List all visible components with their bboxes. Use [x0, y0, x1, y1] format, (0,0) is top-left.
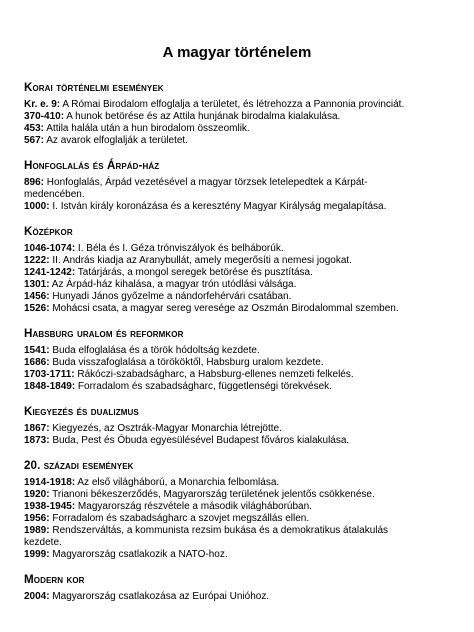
section: [24, 327, 428, 393]
timeline-entry: [24, 255, 428, 267]
timeline-entry: [24, 303, 428, 315]
entry-year: 1956:: [24, 513, 50, 524]
timeline-entry: [24, 279, 428, 291]
timeline-entry: [24, 525, 428, 549]
entry-text: Az Árpád-ház kihalása, a magyar trón utódlási válsága.: [49, 279, 297, 290]
entry-text: Buda visszafoglalása a törököktől, Habsburg uralom kezdete.: [49, 357, 324, 368]
entry-year: 1867:: [24, 423, 50, 434]
timeline-entry: [24, 291, 428, 303]
timeline-entry: [24, 99, 428, 111]
entry-year: Kr. e. 9:: [24, 99, 61, 110]
section-heading: Honfoglalás és Árpád-ház: [24, 159, 160, 172]
entry-text: Hunyadi János győzelme a nándorfehérvári csatában.: [49, 291, 292, 302]
section: [24, 405, 428, 447]
section-heading: 20. századi események: [24, 459, 134, 472]
timeline-entry: [24, 123, 428, 135]
page-title: A magyar történelem: [162, 44, 312, 61]
timeline-entry: [24, 477, 428, 489]
section: [24, 573, 428, 603]
entry-text: Trianoni békeszerződés, Magyarország területének jelentős csökkenése.: [49, 489, 375, 500]
entry-year: 1914-1918:: [24, 477, 76, 488]
entry-year: 1938-1945:: [24, 501, 76, 512]
entry-year: 1686:: [24, 357, 50, 368]
timeline-entry: [24, 591, 428, 603]
entry-year: 453:: [24, 123, 45, 134]
entry-year: 1456:: [24, 291, 50, 302]
timeline-entry: [24, 513, 428, 525]
timeline-entry: [24, 435, 428, 447]
entry-year: 567:: [24, 135, 45, 146]
timeline-entry: [24, 369, 428, 381]
entry-text: Magyarország csatlakozása az Európai Unióhoz.: [49, 591, 270, 602]
entry-text: Buda, Pest és Óbuda egyesülésével Budapest főváros kialakulása.: [49, 435, 350, 446]
entry-text: Az első világháború, a Monarchia felbomlása.: [75, 477, 280, 488]
entry-year: 1301:: [24, 279, 50, 290]
entry-text: Forradalom és szabadságharc, függetlenségi törekvések.: [75, 381, 332, 392]
entry-year: 1873:: [24, 435, 50, 446]
timeline-entry: [24, 111, 428, 123]
entry-year: 1920:: [24, 489, 50, 500]
entry-year: 2004:: [24, 591, 50, 602]
entry-text: Rákóczi-szabadságharc, a Habsburg-ellenes nemzeti felkelés.: [74, 369, 354, 380]
section-heading: Modern kor: [24, 573, 85, 586]
entry-year: 1703-1711:: [24, 369, 75, 380]
entry-text: Mohácsi csata, a magyar sereg veresége az Oszmán Birodalommal szemben.: [49, 303, 399, 314]
entry-year: 1000:: [24, 201, 50, 212]
timeline-entry: [24, 381, 428, 393]
entry-text: Magyarország részvétele a második világháborúban.: [75, 501, 312, 512]
entry-year: 1046-1074:: [24, 243, 76, 254]
sections-container: [24, 81, 428, 603]
entry-text: II. András kiadja az Aranybullát, amely megerősíti a nemesi jogokat.: [49, 255, 352, 266]
entry-year: 1241-1242:: [24, 267, 76, 278]
entry-text: I. István király koronázása és a keresztény Magyar Királyság megalapítása.: [49, 201, 387, 212]
entry-year: 370-410:: [24, 111, 65, 122]
entry-text: Honfoglalás, Árpád vezetésével a magyar törzsek letelepedtek a Kárpát-medencében.: [24, 177, 368, 200]
timeline-entry: [24, 501, 428, 513]
section-heading: Habsburg uralom és reformkor: [24, 327, 184, 340]
timeline-entry: [24, 177, 428, 201]
entry-text: A hunok betörése és az Attila hunjának birodalma kialakulása.: [64, 111, 341, 122]
entry-year: 896:: [24, 177, 45, 188]
entry-text: Tatárjárás, a mongol seregek betörése és pusztítása.: [75, 267, 313, 278]
entry-text: Attila halála után a hun birodalom összeomlik.: [44, 123, 250, 134]
entry-year: 1999:: [24, 549, 50, 560]
timeline-entry: [24, 549, 428, 561]
timeline-entry: [24, 489, 428, 501]
timeline-entry: [24, 243, 428, 255]
entry-text: I. Béla és I. Géza trónviszályok és belháborúk.: [75, 243, 284, 254]
entry-text: Rendszerváltás, a kommunista rezsim bukása és a demokratikus átalakulás kezdete.: [24, 525, 389, 548]
entry-text: Az avarok elfoglalják a területet.: [44, 135, 188, 146]
timeline-entry: [24, 135, 428, 147]
entry-year: 1526:: [24, 303, 50, 314]
entry-text: Kiegyezés, az Osztrák-Magyar Monarchia létrejötte.: [49, 423, 282, 434]
timeline-entry: [24, 267, 428, 279]
entry-text: Buda elfoglalása és a török hódoltság kezdete.: [49, 345, 260, 356]
timeline-entry: [24, 357, 428, 369]
entry-text: Forradalom és szabadságharc a szovjet megszállás ellen.: [49, 513, 310, 524]
section-heading: Kiegyezés és dualizmus: [24, 405, 139, 418]
section-heading: Korai történelmi események: [24, 81, 164, 94]
section-heading: Középkor: [24, 225, 73, 238]
entry-year: 1541:: [24, 345, 50, 356]
timeline-entry: [24, 201, 428, 213]
timeline-entry: [24, 345, 428, 357]
timeline-entry: [24, 423, 428, 435]
section: [24, 459, 428, 561]
section: [24, 225, 428, 315]
section: [24, 159, 428, 213]
section: [24, 81, 428, 147]
entry-text: A Római Birodalom elfoglalja a területet, és létrehozza a Pannonia provinciát.: [60, 99, 405, 110]
entry-text: Magyarország csatlakozik a NATO-hoz.: [49, 549, 228, 560]
entry-year: 1848-1849:: [24, 381, 76, 392]
entry-year: 1989:: [24, 525, 50, 536]
entry-year: 1222:: [24, 255, 50, 266]
